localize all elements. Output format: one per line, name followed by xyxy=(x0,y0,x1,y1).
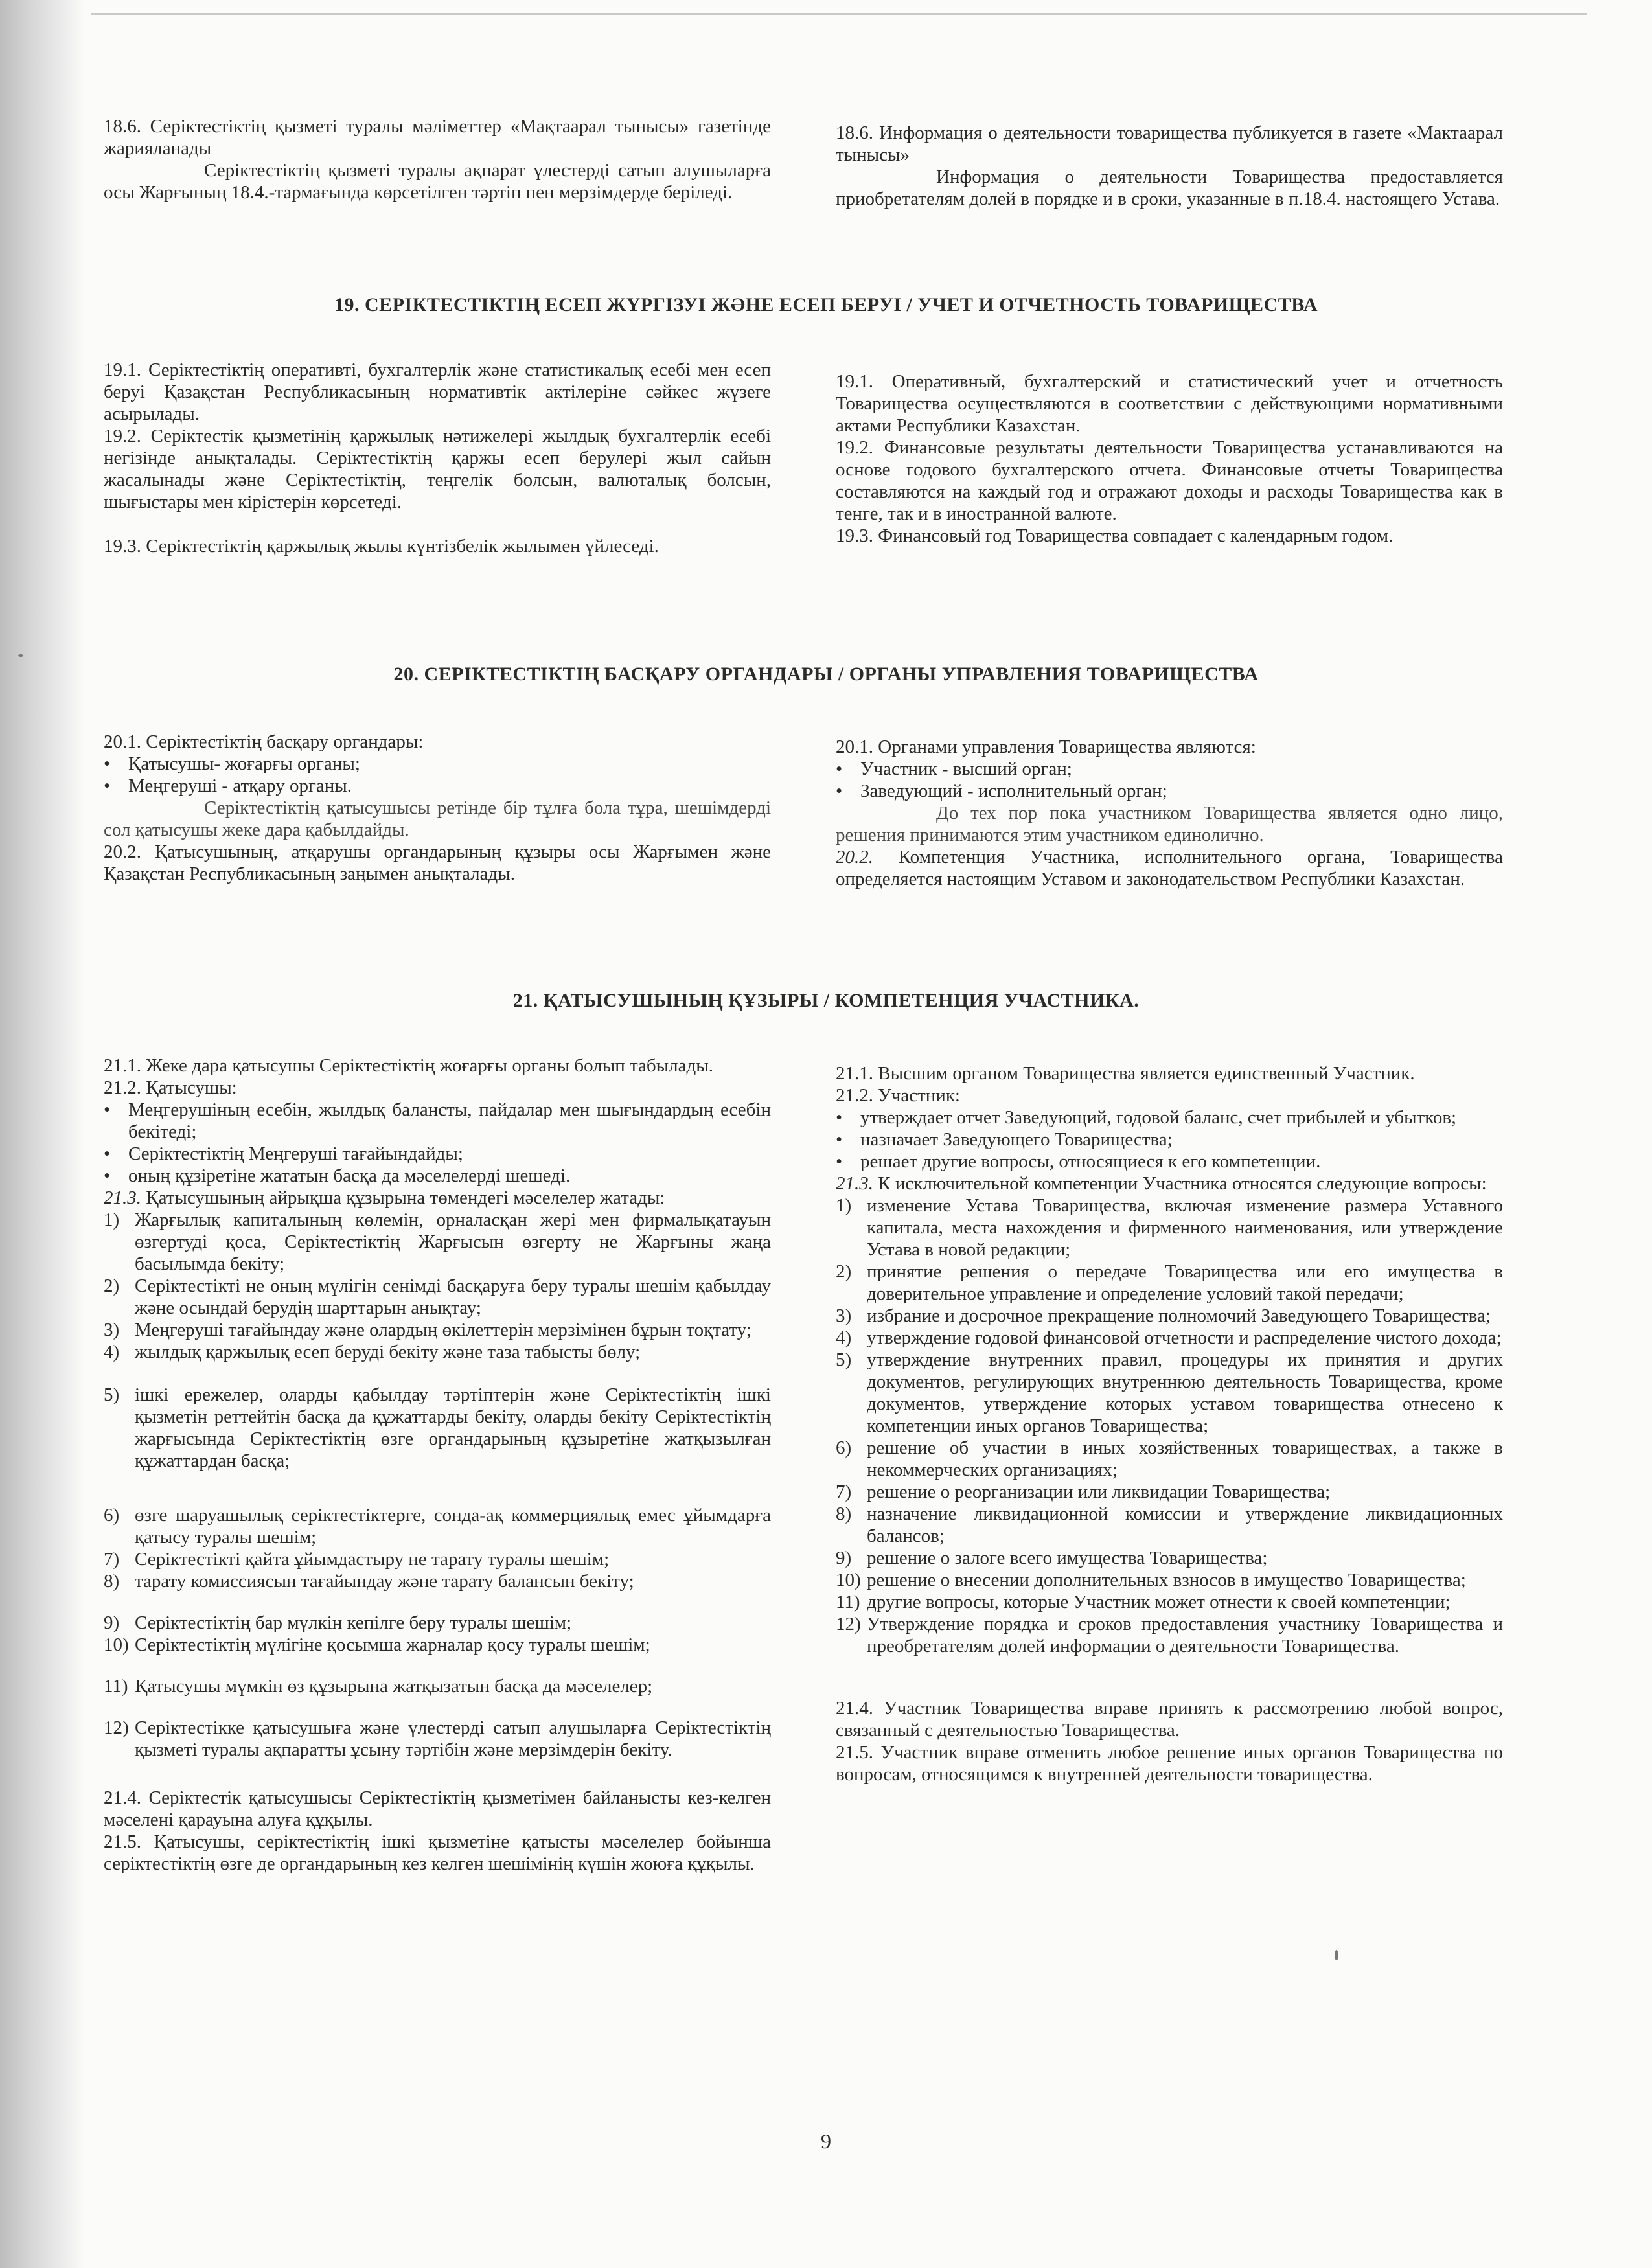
s21-left-p2: 21.2. Қатысушы: xyxy=(104,1077,237,1098)
s20-right-note: До тех пор пока участником Товарищества является одно лицо, решения принимаются этим участником единолично. xyxy=(836,803,1503,845)
s18-right-p1: 18.6. Информация о деятельности товарищества публикуется в газете «Мактаарал тынысы» xyxy=(836,122,1503,165)
s19-left-p3: 19.3. Серіктестіктің қаржылық жылы күнтізбелік жылымен үйлеседі. xyxy=(104,536,659,556)
list-item: 9) Серіктестіктің бар мүлкін кепілге беру туралы шешім; xyxy=(104,1612,572,1633)
list-item: • Заведующий - исполнительный орган; xyxy=(836,781,1167,801)
section-20-heading: 20. СЕРІКТЕСТІКТІҢ БАСҚАРУ ОРГАНДАРЫ / ОРГАНЫ УПРАВЛЕНИЯ ТОВАРИЩЕСТВА xyxy=(393,663,1259,685)
list-item: • Меңгеруші - атқару органы. xyxy=(104,775,352,796)
s21-left-p5: 21.5. Қатысушы, серіктестіктің ішкі қызметіне қатысты мәселелер бойынша серіктестіктің өзге де органдарының кез келген шешімінің күшін жоюға құқылы. xyxy=(104,1831,771,1874)
list-item: 8) назначение ликвидационной комиссии и утверждение ликвидационных балансов; xyxy=(836,1504,1503,1546)
list-item: 9) решение о залоге всего имущества Товарищества; xyxy=(836,1548,1268,1568)
list-item: 10) решение о внесении дополнительных взносов в имущество Товарищества; xyxy=(836,1570,1466,1590)
scan-speck xyxy=(1335,1950,1338,1960)
bullet-icon: • xyxy=(836,759,843,779)
list-item: 3) избрание и досрочное прекращение полномочий Заведующего Товарищества; xyxy=(836,1305,1491,1326)
list-item: • Қатысушы- жоғарғы органы; xyxy=(104,753,360,774)
list-item: 11) другие вопросы, которые Участник может отнести к своей компетенции; xyxy=(836,1592,1451,1612)
s21-left-p4: 21.4. Серіктестік қатысушысы Серіктестіктің қызметімен байланысты кез-келген мәселені қарауына алуға құқылы. xyxy=(104,1787,771,1830)
s18-right-column xyxy=(836,122,1503,210)
list-item: 5) ішкі ережелер, оларды қабылдау тәртіптерін және Серіктестіктің ішкі қызметін реттейтін басқа да құжаттарды бекіту, оларды бекіту Серіктестіктің жарғысында Серіктестіктің өзге органдарының құзыретіне жатқызылған құжаттардан басқа; xyxy=(104,1384,771,1471)
s19-right-p3: 19.3. Финансовый год Товарищества совпадает с календарным годом. xyxy=(836,525,1394,546)
list-item: 7) решение о реорганизации или ликвидации Товарищества; xyxy=(836,1482,1331,1502)
list-item: 12) Серіктестікке қатысушыға және үлестерді сатып алушыларға Серіктестіктің қызметі туралы ақпаратты ұсыну тәртібін және мерзімдерін бекіту. xyxy=(104,1717,771,1760)
page-number: 9 xyxy=(821,2129,831,2153)
s19-left-p2: 19.2. Серіктестік қызметінің қаржылық нәтижелері жылдық бухгалтерлік есебі негізінде анықталады. Серіктестіктің қаржы есеп берулері жыл сайын жасалынады және Серіктестіктің, теңгелік болсын, валюталық болсын, шығыстары мен кірістерін көрсетеді. xyxy=(104,426,771,512)
s21-right-p4: 21.4. Участник Товарищества вправе принять к рассмотрению любой вопрос, связанный с деятельностью Товарищества. xyxy=(836,1698,1503,1741)
bullet-icon: • xyxy=(836,1151,843,1172)
list-item: 6) решение об участии в иных хозяйственных товариществах, а также в некоммерческих организациях; xyxy=(836,1438,1503,1480)
s18-left-p2: Серіктестіктің қызметі туралы ақпарат үлестерді сатып алушыларға осы Жарғының 18.4.-тармағында көрсетілген тәртіп пен мерзімдерде беріледі. xyxy=(104,160,771,203)
s18-left-p1: 18.6. Серіктестіктің қызметі туралы мәліметтер «Мақтаарал тынысы» газетінде жарияланады xyxy=(104,116,771,159)
list-item: 2) принятие решения о передаче Товарищества или его имущества в доверительное управление и определение условий такой передачи; xyxy=(836,1261,1503,1304)
s18-right-p2: Информация о деятельности Товарищества предоставляется приобретателям долей в порядке и в сроки, указанные в п.18.4. настоящего Устава. xyxy=(836,166,1503,209)
bullet-icon: • xyxy=(104,1099,111,1120)
s20-right-intro: 20.1. Органами управления Товарищества являются: xyxy=(836,737,1256,757)
list-item: 5) утверждение внутренних правил, процедуры их принятия и других документов, регулирующих внутреннюю деятельность Товарищества, кроме документов, утверждение которых уставом товарищества отнесено к компетенции иных органов Товарищества; xyxy=(836,1349,1503,1436)
list-item: • Участник - высший орган; xyxy=(836,759,1072,779)
list-item: 2) Серіктестікті не оның мүлігін сенімді басқаруға беру туралы шешім қабылдау және осындай берудің шарттарын анықтау; xyxy=(104,1276,771,1318)
s21-left-p1: 21.1. Жеке дара қатысушы Серіктестіктің жоғарғы органы болып табылады. xyxy=(104,1055,713,1076)
s20-left-column xyxy=(104,731,771,885)
list-item: 7) Серіктестікті қайта ұйымдастыру не тарату туралы шешім; xyxy=(104,1549,610,1570)
list-item: • назначает Заведующего Товарищества; xyxy=(836,1129,1173,1150)
s20-right-column xyxy=(836,736,1503,890)
s20-right-p2: 20.2. Компетенция Участника, исполнительного органа, Товарищества определяется настоящим Уставом и законодательством Республики Казахстан. xyxy=(836,847,1503,889)
list-item: 12) Утверждение порядка и сроков предоставления участнику Товарищества и преобретателям долей информации о деятельности Товарищества. xyxy=(836,1614,1503,1656)
bullet-icon: • xyxy=(836,781,843,801)
s21-right-column xyxy=(836,1062,1503,1785)
s19-right-p1: 19.1. Оперативный, бухгалтерский и статистический учет и отчетность Товарищества осуществляются в соответствии с действующими нормативными актами Республики Казахстан. xyxy=(836,371,1503,436)
bullet-icon: • xyxy=(104,753,111,774)
binding-shadow xyxy=(0,0,84,2268)
bullet-icon: • xyxy=(104,1143,111,1164)
list-item: 3) Меңгеруші тағайындау және олардың өкілеттерін мерзімінен бұрын тоқтату; xyxy=(104,1320,751,1340)
list-item: • утверждает отчет Заведующий, годовой баланс, счет прибылей и убытков; xyxy=(836,1107,1457,1128)
list-item: • решает другие вопросы, относящиеся к его компетенции. xyxy=(836,1151,1321,1172)
list-item: • оның құзіретіне жататын басқа да мәселелерді шешеді. xyxy=(104,1165,571,1186)
s21-left-p3: 21.3. Қатысушының айрықша құзырына төмендегі мәселелер жатады: xyxy=(104,1187,665,1208)
list-item: • Серіктестіктің Меңгеруші тағайындайды; xyxy=(104,1143,463,1164)
list-item: 8) тарату комиссиясын тағайындау және тарату балансын бекіту; xyxy=(104,1571,634,1592)
scan-speck xyxy=(18,654,23,657)
top-edge-line xyxy=(91,13,1587,15)
s21-right-p1: 21.1. Высшим органом Товарищества является единственный Участник. xyxy=(836,1063,1415,1084)
s19-left-column xyxy=(104,359,771,557)
s18-left-column xyxy=(104,115,771,203)
list-item: 1) Жарғылық капиталының көлемін, орналасқан жері мен фирмалықатауын өзгертуді қоса, Серіктестіктің Жарғысын өзгерту не Жарғыны жаңа басылымда бекіту; xyxy=(104,1209,771,1274)
s21-right-p2: 21.2. Участник: xyxy=(836,1085,960,1106)
s21-right-p3: 21.3. К исключительной компетенции Участника относятся следующие вопросы: xyxy=(836,1173,1487,1194)
s19-right-column xyxy=(836,371,1503,547)
s21-right-p5: 21.5. Участник вправе отменить любое решение иных органов Товарищества по вопросам, относящимся к внутренней деятельности товарищества. xyxy=(836,1742,1503,1785)
s20-left-p2: 20.2. Қатысушының, атқарушы органдарының құзыры осы Жарғымен және Қазақстан Республикасының заңымен анықталады. xyxy=(104,842,771,884)
list-item: • Меңгерушіның есебін, жылдық балансты, пайдалар мен шығындардың есебін бекітеді; xyxy=(104,1099,771,1142)
list-item: 1) изменение Устава Товарищества, включая изменение размера Уставного капитала, места нахождения и фирменного наименования, или утверждение Устава в новой редакции; xyxy=(836,1195,1503,1260)
bullet-icon: • xyxy=(104,1165,111,1186)
list-item: 10) Серіктестіктің мүлігіне қосымша жарналар қосу туралы шешім; xyxy=(104,1634,650,1655)
bullet-icon: • xyxy=(836,1107,843,1128)
list-item: 4) жылдық қаржылық есеп беруді бекіту және таза табысты бөлу; xyxy=(104,1342,641,1362)
section-19-heading: 19. СЕРІКТЕСТІКТІҢ ЕСЕП ЖҮРГІЗУІ ЖӘНЕ ЕСЕП БЕРУІ / УЧЕТ И ОТЧЕТНОСТЬ ТОВАРИЩЕСТВА xyxy=(334,294,1318,315)
s20-left-note: Серіктестіктің қатысушысы ретінде бір тұлға бола тұра, шешімдерді сол қатысушы жеке дара қабылдайды. xyxy=(104,797,771,840)
list-item: 11) Қатысушы мүмкін өз құзырына жатқызатын басқа да мәселелер; xyxy=(104,1676,653,1697)
s20-left-intro: 20.1. Серіктестіктің басқару органдары: xyxy=(104,731,424,752)
bullet-icon: • xyxy=(836,1129,843,1150)
bullet-icon: • xyxy=(104,775,111,796)
list-item: 6) өзге шаруашылық серіктестіктерге, сонда-ақ коммерциялық емес ұйымдарға қатысу туралы шешім; xyxy=(104,1505,771,1548)
s19-right-p2: 19.2. Финансовые результаты деятельности Товарищества устанавливаются на основе годового бухгалтерского отчета. Финансовые отчеты Товарищества составляются на каждый год и отражают доходы и расходы Товарищества как в тенге, так и в иностранной валюте. xyxy=(836,437,1503,524)
list-item: 4) утверждение годовой финансовой отчетности и распределение чистого дохода; xyxy=(836,1327,1502,1348)
s19-left-p1: 19.1. Серіктестіктің оперативті, бухгалтерлік және статистикалық есебі мен есеп беруі Қазақстан Республикасының нормативтік актілеріне сәйкес жүзеге асырылады. xyxy=(104,360,771,424)
s21-left-column xyxy=(104,1055,771,1875)
section-21-heading: 21. ҚАТЫСУШЫНЫҢ ҚҰЗЫРЫ / КОМПЕТЕНЦИЯ УЧАСТНИКА. xyxy=(512,990,1140,1011)
